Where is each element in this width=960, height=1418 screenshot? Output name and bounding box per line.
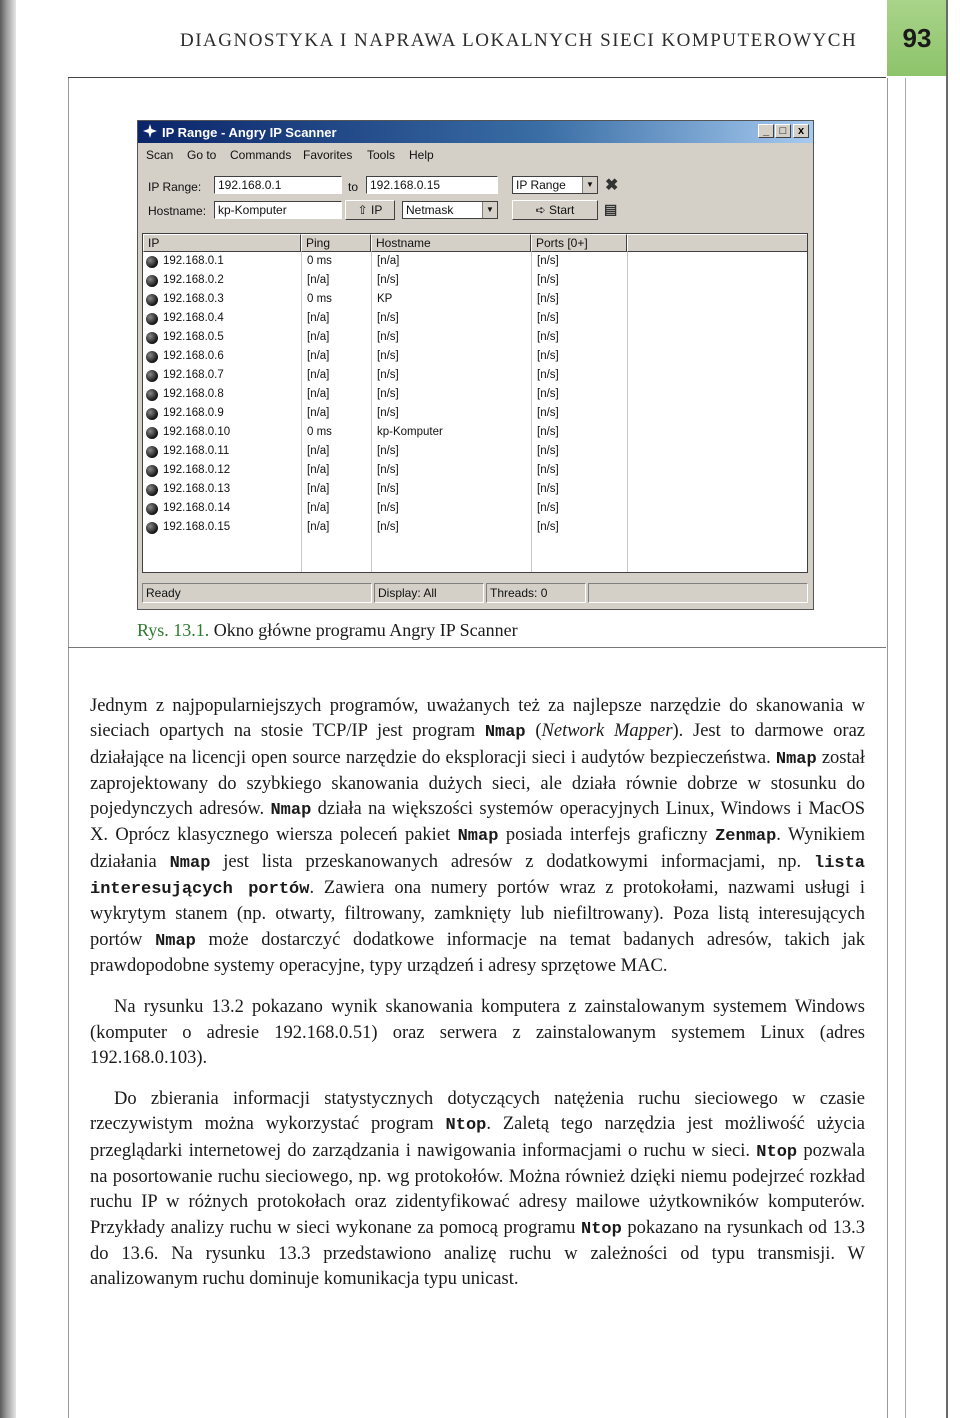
ip-range-label: IP Range: xyxy=(148,180,202,194)
cell-ping: 0 ms xyxy=(307,293,332,305)
host-status-icon xyxy=(146,275,158,287)
cell-ports: [n/s] xyxy=(537,464,559,476)
cell-ping: 0 ms xyxy=(307,426,332,438)
status-state: Ready xyxy=(142,583,372,603)
figure-caption-text: Okno główne programu Angry IP Scanner xyxy=(209,620,518,640)
text-run: ( xyxy=(525,721,542,742)
cell-ip: 192.168.0.6 xyxy=(163,350,224,362)
text-run: może dostarczyć dodatkowe informacje na temat badanych adresów, takich jak prawdopodobne systemy operacyjne, typy urządzeń i adresy sprzętowe MAC. xyxy=(90,929,865,976)
netmask-select-value: Netmask xyxy=(406,203,454,217)
cell-ping: 0 ms xyxy=(307,255,332,267)
table-row[interactable] xyxy=(143,367,808,386)
table-row[interactable] xyxy=(143,519,808,538)
start-arrow-icon: ➪ xyxy=(535,203,546,217)
table-row[interactable] xyxy=(143,291,808,310)
cell-hostname: [n/s] xyxy=(377,312,399,324)
cell-ports: [n/s] xyxy=(537,388,559,400)
table-row[interactable] xyxy=(143,310,808,329)
menu-scan[interactable]: Scan xyxy=(146,148,174,162)
cell-hostname: [n/s] xyxy=(377,350,399,362)
text-run: . Zaletą tego narzędzia jest możliwość użycia przeglądarki internetowej do zarządzania i nawigowania informacjami o ruchu w sieci. xyxy=(90,1114,865,1161)
text-run: jest lista przeskanowanych adresów z dodatkowymi informacjami, np. xyxy=(210,851,814,872)
minimize-button[interactable]: _ xyxy=(758,124,774,138)
table-row[interactable] xyxy=(143,424,808,443)
host-status-icon xyxy=(146,446,158,458)
window-titlebar xyxy=(138,121,813,143)
cell-ping: [n/a] xyxy=(307,445,330,457)
status-bar xyxy=(138,581,813,605)
table-row[interactable] xyxy=(143,348,808,367)
netmask-select[interactable] xyxy=(402,201,498,219)
cell-hostname: [n/s] xyxy=(377,331,399,343)
cell-ports: [n/s] xyxy=(537,255,559,267)
window-title: IP Range - Angry IP Scanner xyxy=(162,125,337,140)
command-name: Ntop xyxy=(756,1142,798,1162)
command-name: Nmap xyxy=(484,723,526,743)
ip-button[interactable] xyxy=(345,200,395,220)
host-status-icon xyxy=(146,313,158,325)
ip-range-start-input[interactable]: 192.168.0.1 xyxy=(214,176,342,194)
host-status-icon xyxy=(146,370,158,382)
column-header-ports[interactable]: Ports [0+] xyxy=(531,234,627,252)
status-display: Display: All xyxy=(374,583,484,603)
host-status-icon xyxy=(146,332,158,344)
cell-ports: [n/s] xyxy=(537,521,559,533)
margin-line-right-outer xyxy=(905,78,906,1418)
results-table xyxy=(142,233,808,573)
table-row[interactable] xyxy=(143,443,808,462)
cell-ports: [n/s] xyxy=(537,350,559,362)
cell-ports: [n/s] xyxy=(537,312,559,324)
table-row[interactable] xyxy=(143,329,808,348)
cell-ping: [n/a] xyxy=(307,464,330,476)
menu-tools[interactable]: Tools xyxy=(367,148,396,162)
column-header-ip[interactable]: IP xyxy=(143,234,301,252)
page-edge-line xyxy=(946,0,948,1418)
figure-number: Rys. 13.1. xyxy=(137,620,210,640)
cell-ports: [n/s] xyxy=(537,274,559,286)
header-rule xyxy=(68,77,886,78)
column-header-hostname[interactable]: Hostname xyxy=(371,234,531,252)
paragraph xyxy=(90,1087,865,1292)
cell-hostname: KP xyxy=(377,293,393,305)
table-row[interactable] xyxy=(143,386,808,405)
page-edge-shadow xyxy=(0,0,16,1418)
cell-hostname: [n/s] xyxy=(377,407,399,419)
ip-button-label: IP xyxy=(371,203,383,217)
cell-ping: [n/a] xyxy=(307,521,330,533)
host-status-icon xyxy=(146,522,158,534)
host-status-icon xyxy=(146,427,158,439)
chevron-down-icon: ▼ xyxy=(482,202,497,218)
table-row[interactable] xyxy=(143,253,808,272)
hostname-label: Hostname: xyxy=(148,204,207,218)
cell-hostname: [n/s] xyxy=(377,445,399,457)
cell-hostname: kp-Komputer xyxy=(377,426,443,438)
column-header-ping[interactable]: Ping xyxy=(301,234,371,252)
text-run: pozwala na posortowanie ruchu sieciowego, np. wg protokołów. Można również dzięki niemu podejrzeć rozkład ruchu IP w różnych protokołach oraz zidentyfikować adresy mailowe użytkowników komputerów. Przykłady analizy ruchu w sieci wykonane za pomocą programu xyxy=(90,1140,866,1238)
to-label: to xyxy=(348,180,359,194)
start-button-label: Start xyxy=(549,203,575,217)
cell-ip: 192.168.0.11 xyxy=(163,445,230,457)
cell-ping: [n/a] xyxy=(307,312,330,324)
running-head: DIAGNOSTYKA I NAPRAWA LOKALNYCH SIECI KOMPUTEROWYCH xyxy=(180,30,858,51)
menu-favorites[interactable]: Favorites xyxy=(303,148,353,162)
figure-caption xyxy=(137,620,518,641)
cell-ports: [n/s] xyxy=(537,426,559,438)
text-run: . Wynikiem działania xyxy=(90,825,865,872)
chevron-down-icon: ▼ xyxy=(582,177,597,193)
cell-ip: 192.168.0.8 xyxy=(163,388,224,400)
text-run: Na rysunku 13.2 pokazano wynik skanowania komputera z zainstalowanym systemem Windows (komputer o adresie 192.168.0.51) oraz serwera z zainstalowanym systemem Linux (adres 192.168.0.103). xyxy=(90,997,865,1068)
margin-line-right xyxy=(887,78,888,1418)
cell-hostname: [n/s] xyxy=(377,502,399,514)
paragraph xyxy=(90,694,865,979)
cell-ip: 192.168.0.2 xyxy=(163,274,224,286)
arrow-up-icon: ⇧ xyxy=(357,203,368,217)
italic-term: Network Mapper xyxy=(541,721,673,742)
cell-ports: [n/s] xyxy=(537,445,559,457)
cell-ports: [n/s] xyxy=(537,502,559,514)
command-name: Ntop xyxy=(445,1116,487,1136)
host-status-icon xyxy=(146,389,158,401)
cell-ping: [n/a] xyxy=(307,483,330,495)
cell-ip: 192.168.0.3 xyxy=(163,293,224,305)
cell-ports: [n/s] xyxy=(537,407,559,419)
table-row[interactable] xyxy=(143,481,808,500)
text-run: Jednym z najpopularniejszych programów, uważanych też za najlepsze narzędzie do skanowania w sieciach opartych na stosie TCP/IP jest program xyxy=(90,696,865,742)
text-run: posiada interfejs graficzny xyxy=(498,825,716,846)
menu-go-to[interactable]: Go to xyxy=(187,148,217,162)
command-name: lista interesujących portów xyxy=(90,853,866,900)
cell-ip: 192.168.0.14 xyxy=(163,502,231,514)
margin-line-left xyxy=(68,78,69,1418)
cell-hostname: [n/s] xyxy=(377,388,399,400)
cell-ping: [n/a] xyxy=(307,407,330,419)
cell-ip: 192.168.0.10 xyxy=(163,426,231,438)
command-name: Nmap xyxy=(775,749,817,769)
text-run: Do zbierania informacji statystycznych dotyczących natężenia ruchu sieciowego w czasie rzeczywistym można wykorzystać program xyxy=(90,1089,865,1135)
cell-ip: 192.168.0.12 xyxy=(163,464,231,476)
cell-ping: [n/a] xyxy=(307,502,330,514)
preferences-icon[interactable]: ▤ xyxy=(604,201,618,217)
table-row[interactable] xyxy=(143,405,808,424)
cell-ports: [n/s] xyxy=(537,293,559,305)
status-progress xyxy=(588,583,808,603)
table-header xyxy=(143,234,808,252)
cell-ip: 192.168.0.7 xyxy=(163,369,224,381)
page-header xyxy=(0,0,960,80)
command-name: Nmap xyxy=(270,801,312,821)
menu-help[interactable]: Help xyxy=(409,148,434,162)
body-text xyxy=(90,694,865,1309)
clear-icon[interactable]: ✖ xyxy=(605,177,619,194)
host-status-icon xyxy=(146,256,158,268)
command-name: Ntop xyxy=(581,1219,622,1239)
command-name: Nmap xyxy=(155,931,196,951)
cell-ip: 192.168.0.1 xyxy=(163,255,224,267)
table-row[interactable] xyxy=(143,272,808,291)
start-button[interactable] xyxy=(512,200,598,220)
table-row[interactable] xyxy=(143,462,808,481)
host-status-icon xyxy=(146,503,158,515)
command-name: Nmap xyxy=(457,827,499,847)
command-name: Zenmap xyxy=(715,827,777,847)
text-run: . Zawiera ona numery portów wraz z protokołami, nazwami usługi i wykrytym stanem (np. otwarty, filtrowany, zamknięty lub niefiltrowany). Poza listą interesujących portów xyxy=(90,878,865,950)
cell-hostname: [n/a] xyxy=(377,255,400,267)
ip-range-end-input[interactable]: 192.168.0.15 xyxy=(366,176,498,194)
cell-ip: 192.168.0.9 xyxy=(163,407,224,419)
host-status-icon xyxy=(146,351,158,363)
feeder-select[interactable] xyxy=(512,176,598,194)
cell-ports: [n/s] xyxy=(537,331,559,343)
cell-ip: 192.168.0.15 xyxy=(163,521,231,533)
cell-ports: [n/s] xyxy=(537,483,559,495)
text-run: pokazano na rysunkach od 13.3 do 13.6. Na rysunku 13.3 przedstawiono analizę ruchu w zależności od typu transmisji. W analizowanym ruchu dominuje komunikacja typu unicast. xyxy=(90,1217,865,1290)
host-status-icon xyxy=(146,408,158,420)
table-row[interactable] xyxy=(143,500,808,519)
cell-hostname: [n/s] xyxy=(377,274,399,286)
angry-ip-scanner-window xyxy=(137,120,814,610)
cell-ping: [n/a] xyxy=(307,388,330,400)
menu-commands[interactable]: Commands xyxy=(230,148,292,162)
hostname-input[interactable]: kp-Komputer xyxy=(214,201,342,219)
cell-ports: [n/s] xyxy=(537,369,559,381)
cell-ip: 192.168.0.13 xyxy=(163,483,231,495)
paragraph xyxy=(90,995,865,1071)
page-number: 93 xyxy=(887,0,947,76)
cell-hostname: [n/s] xyxy=(377,464,399,476)
host-status-icon xyxy=(146,484,158,496)
feeder-select-value: IP Range xyxy=(516,178,566,192)
text-run: został zaprojektowany do szybkiego skanowania dużych sieci, ale działa równie dobrze w stosunku do pojedynczych adresów. xyxy=(90,747,865,820)
app-icon xyxy=(143,124,157,138)
status-threads: Threads: 0 xyxy=(486,583,586,603)
cell-ping: [n/a] xyxy=(307,331,330,343)
caption-rule xyxy=(68,647,886,648)
close-button[interactable]: x xyxy=(793,124,809,138)
cell-ping: [n/a] xyxy=(307,369,330,381)
maximize-button[interactable]: □ xyxy=(775,124,791,138)
column-header-empty xyxy=(627,234,808,252)
text-run: działa na większości systemów operacyjnych Linux, Windows i MacOS X. Oprócz klasycznego wiersza poleceń pakiet xyxy=(90,799,865,846)
menubar xyxy=(138,145,813,165)
host-status-icon xyxy=(146,294,158,306)
command-name: Nmap xyxy=(169,853,211,873)
cell-hostname: [n/s] xyxy=(377,483,399,495)
host-status-icon xyxy=(146,465,158,477)
cell-ping: [n/a] xyxy=(307,350,330,362)
text-run: ). Jest to darmowe oraz działające na licencji open source narzędzie do eksploracji sieci i audytów bezpieczeństwa. xyxy=(90,721,865,768)
cell-ip: 192.168.0.4 xyxy=(163,312,224,324)
cell-hostname: [n/s] xyxy=(377,369,399,381)
cell-ip: 192.168.0.5 xyxy=(163,331,224,343)
cell-hostname: [n/s] xyxy=(377,521,399,533)
cell-ping: [n/a] xyxy=(307,274,330,286)
